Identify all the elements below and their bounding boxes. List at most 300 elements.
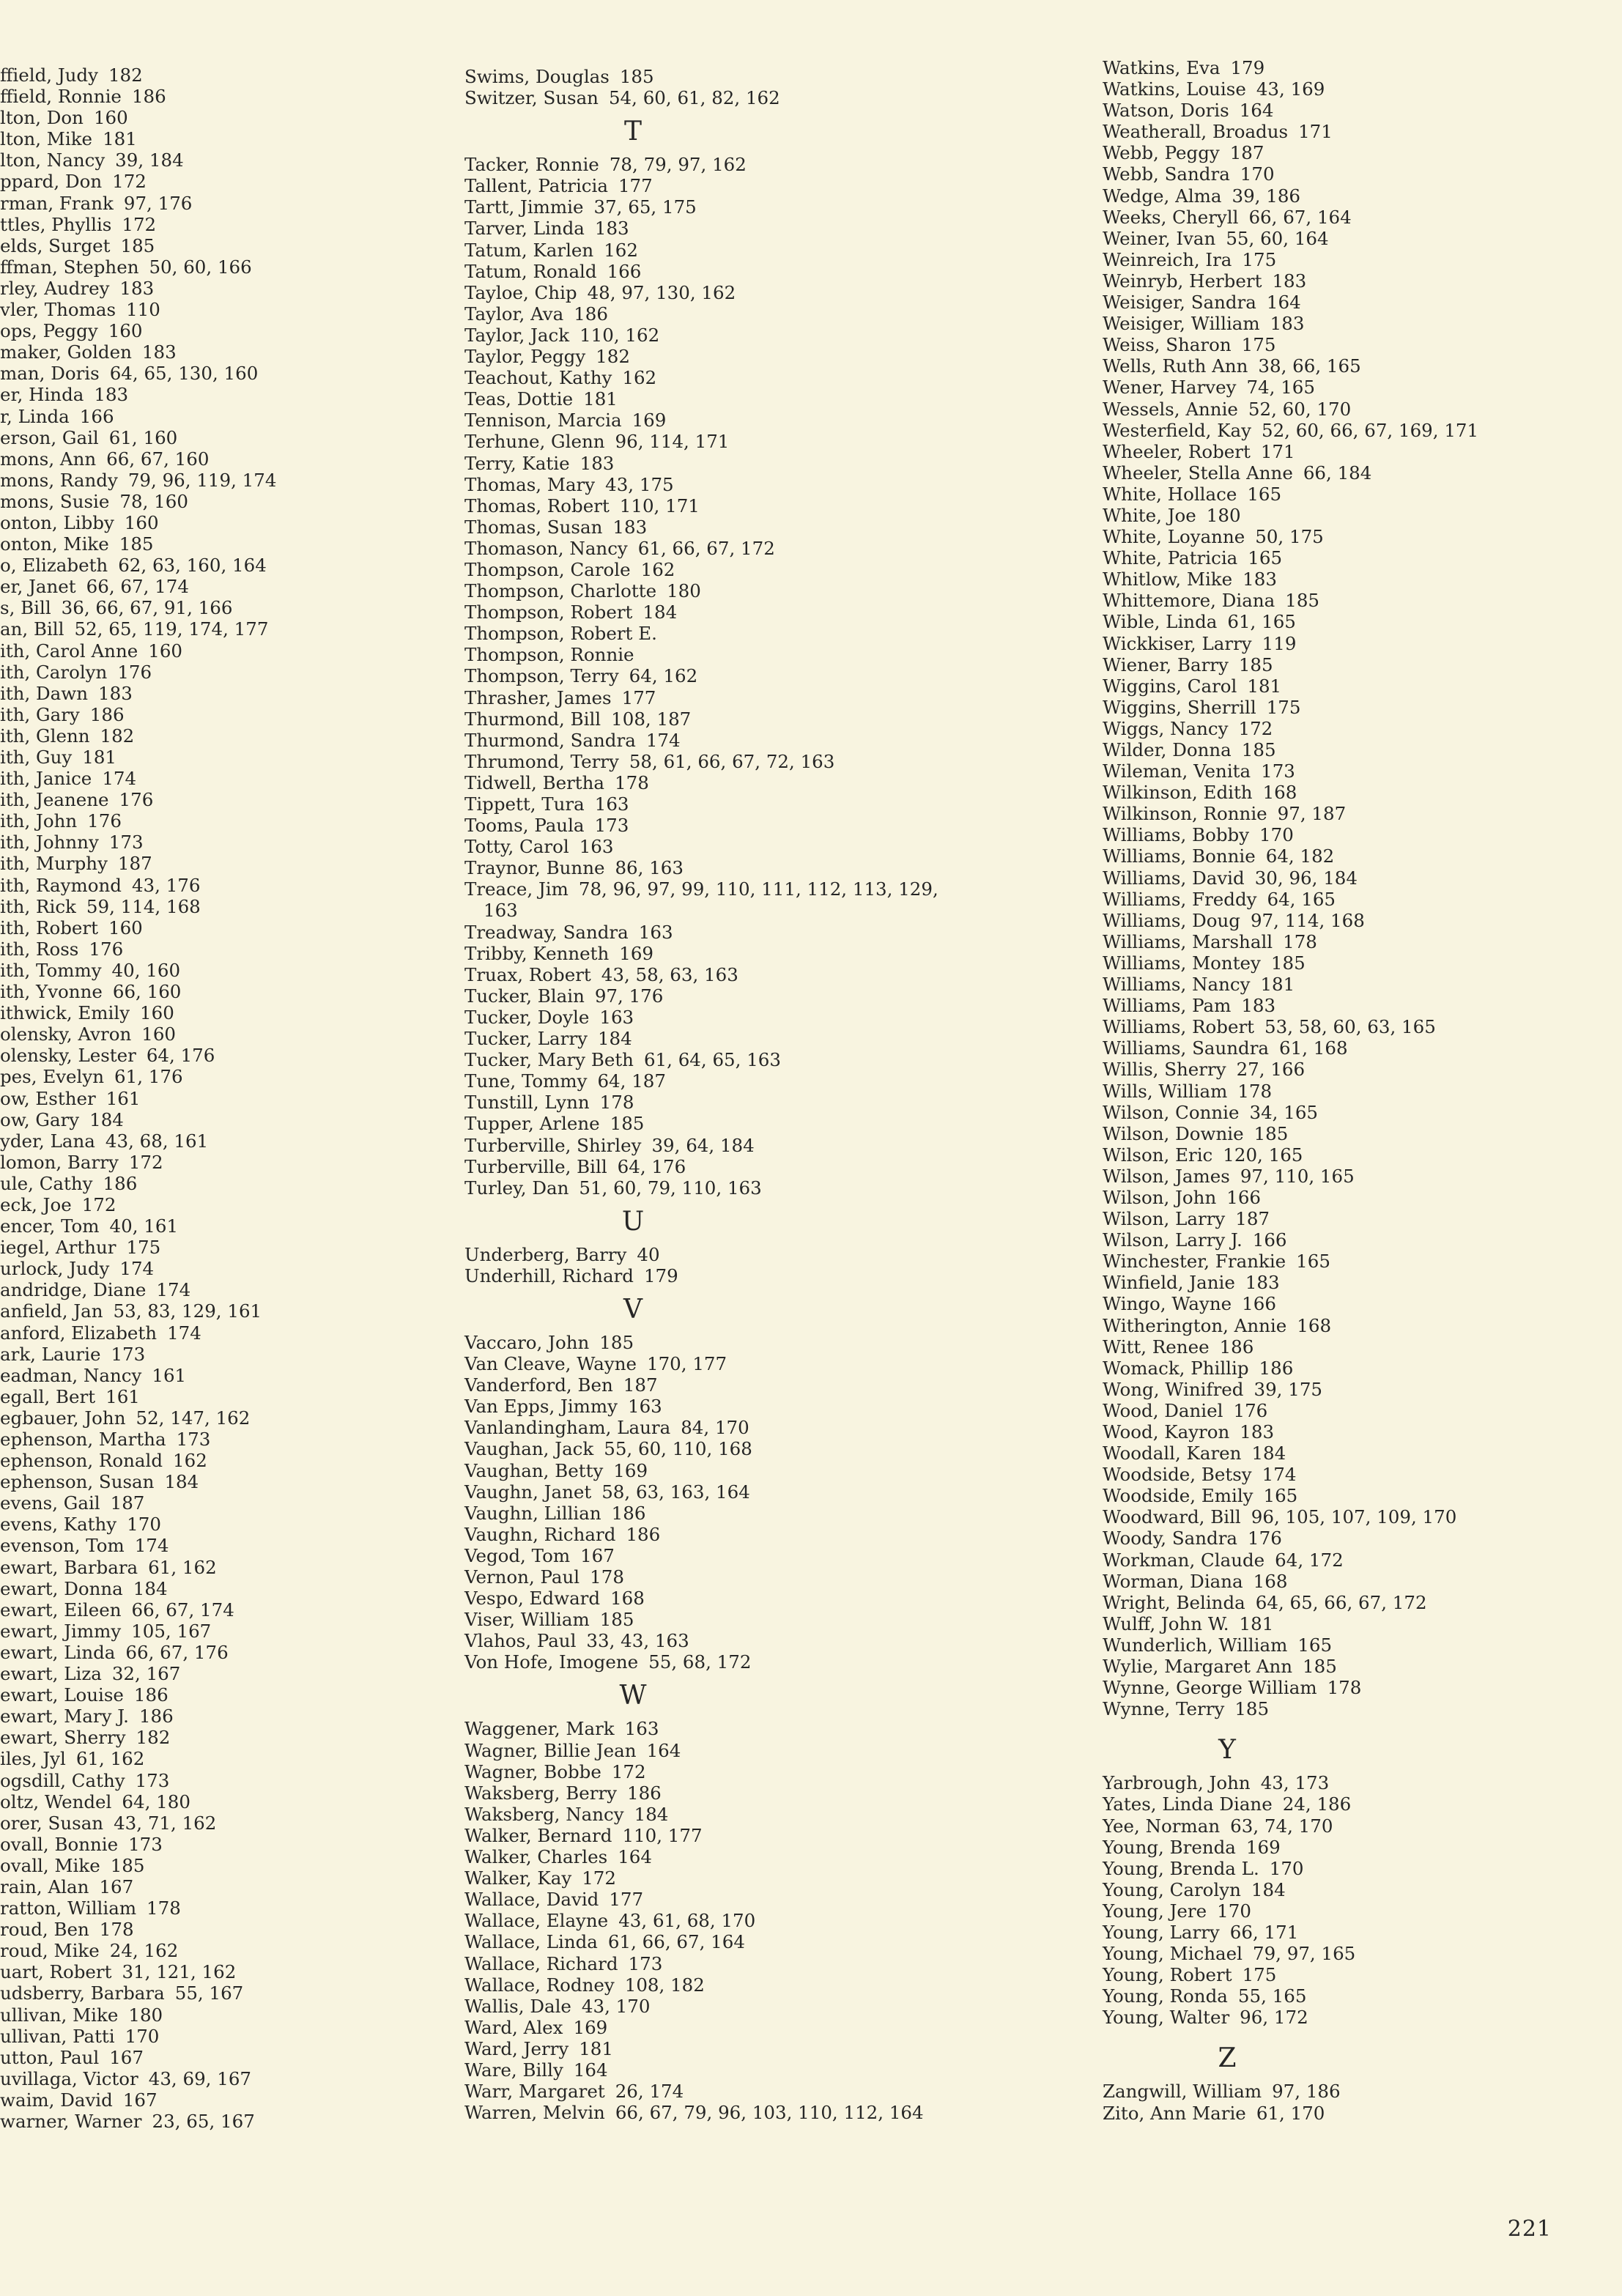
entry-pages: 178: [599, 1092, 634, 1114]
entry-pages: 162: [622, 367, 657, 389]
entry-pages: 183: [1240, 1421, 1275, 1443]
entry-name: Vespo, Edward: [464, 1588, 601, 1610]
entry-name: Wedge, Alma: [1103, 185, 1222, 207]
index-entry: [464, 303, 977, 325]
index-entry: [1103, 1358, 1615, 1379]
entry-name: Willis, Sherry: [1103, 1059, 1226, 1081]
entry-name: Tidwell, Bertha: [464, 771, 605, 793]
entry-pages: 185: [1303, 1656, 1337, 1678]
entry-pages: 184: [642, 601, 678, 623]
index-entry: [0, 1258, 440, 1279]
index-entry: [0, 960, 440, 981]
index-entry: [0, 2111, 440, 2132]
index-entry: [464, 1503, 977, 1524]
entry-pages: 52, 60, 66, 67, 169, 171: [1262, 419, 1479, 441]
entry-pages: 39, 64, 184: [651, 1134, 755, 1156]
entry-pages: 185: [619, 66, 654, 87]
entry-pages: 168: [1262, 782, 1297, 804]
index-entry: [0, 768, 440, 789]
entry-name: Thomas, Susan: [464, 516, 603, 538]
index-entry: [0, 896, 440, 917]
index-entry: [1103, 270, 1615, 292]
index-entry: [464, 1374, 977, 1396]
entry-name: Thrasher, James: [464, 686, 612, 708]
index-entry: [1103, 228, 1615, 249]
entry-pages: 166: [1226, 1186, 1261, 1208]
entry-name: Woodside, Betsy: [1103, 1464, 1252, 1486]
index-entry: [1103, 1634, 1615, 1656]
entry-pages: 26, 174: [615, 2081, 684, 2103]
entry-name: lton, Nancy: [0, 149, 105, 171]
entry-pages: 43, 58, 63, 163: [601, 963, 738, 985]
entry-pages: 161: [105, 1385, 140, 1407]
index-entry: [464, 453, 977, 474]
entry-pages: 96, 172: [1240, 2007, 1308, 2029]
entry-name: ewart, Linda: [0, 1641, 116, 1663]
index-entry: [1103, 1379, 1615, 1400]
index-entry: [1103, 1506, 1615, 1527]
entry-pages: 178: [1237, 1080, 1273, 1102]
index-entry: [0, 1215, 440, 1237]
entry-pages: 174: [167, 1322, 201, 1344]
index-entry: [1103, 1336, 1615, 1358]
index-entry: [1103, 2103, 1615, 2124]
entry-name: ovall, Bonnie: [0, 1833, 119, 1855]
index-entry: [0, 662, 440, 683]
index-entry: [1103, 441, 1615, 462]
entry-name: olensky, Lester: [0, 1045, 136, 1067]
entry-name: Thompson, Charlotte: [464, 580, 657, 602]
index-entry: [464, 1910, 977, 1931]
index-entry: [0, 1450, 440, 1471]
entry-name: Thompson, Carole: [464, 558, 631, 580]
entry-name: Viser, William: [464, 1609, 590, 1631]
entry-pages: 86, 163: [615, 857, 684, 879]
entry-name: ow, Esther: [0, 1087, 96, 1109]
index-entry: [1103, 1858, 1615, 1879]
entry-name: Thompson, Terry: [464, 665, 619, 687]
entry-name: Walker, Bernard: [464, 1824, 612, 1846]
entry-pages: 174: [134, 1535, 169, 1557]
index-entry: [464, 325, 977, 346]
index-entry: [0, 533, 440, 555]
entry-name: Wallace, Elayne: [464, 1910, 609, 1932]
index-entry: [1103, 547, 1615, 569]
entry-name: ith, Jeanene: [0, 789, 109, 811]
index-entry: [1103, 1677, 1615, 1698]
entry-pages: 186: [611, 1502, 646, 1524]
entry-name: Watkins, Louise: [1103, 78, 1246, 100]
entry-pages: 58, 61, 66, 67, 72, 163: [629, 750, 835, 772]
index-entry: [0, 363, 440, 384]
index-entry: [464, 1761, 977, 1782]
entry-pages: 43, 176: [131, 874, 201, 896]
entry-name: ffield, Ronnie: [0, 86, 122, 108]
entry-pages: 31, 121, 162: [122, 1961, 237, 1983]
entry-name: Vernon, Paul: [464, 1566, 580, 1588]
entry-pages: 186: [89, 703, 125, 725]
entry-pages: 174: [119, 1258, 155, 1280]
entry-pages: 166: [1242, 1293, 1276, 1315]
entry-name: ithwick, Emily: [0, 1002, 130, 1024]
entry-pages: 160: [148, 640, 182, 662]
entry-pages: 173: [108, 832, 144, 853]
entry-name: Vlahos, Paul: [464, 1630, 577, 1652]
entry-name: Wilson, Eric: [1103, 1144, 1213, 1166]
entry-name: Weisiger, Sandra: [1103, 292, 1256, 314]
index-entry: [1103, 1464, 1615, 1485]
entry-name: Tribby, Kenneth: [464, 942, 610, 964]
entry-pages: 55, 60, 164: [1226, 227, 1329, 249]
index-entry: [464, 2102, 977, 2123]
entry-pages: 61, 170: [1256, 2102, 1325, 2124]
index-entry: [1103, 718, 1615, 739]
entry-pages: 64, 65, 130, 160: [109, 363, 259, 385]
entry-pages: 173: [628, 1952, 663, 1974]
entry-pages: 97, 176: [123, 192, 193, 214]
entry-name: Van Epps, Jimmy: [464, 1396, 618, 1418]
entry-name: Young, Brenda: [1103, 1836, 1236, 1858]
entry-name: Yee, Norman: [1103, 1815, 1221, 1837]
index-entry: [1103, 1943, 1615, 1964]
entry-name: Von Hofe, Imogene: [464, 1651, 639, 1673]
entry-name: encer, Tom: [0, 1215, 100, 1237]
entry-pages: 64, 176: [146, 1045, 215, 1067]
entry-pages: 167: [122, 2089, 158, 2111]
index-entry: [464, 2038, 977, 2059]
entry-pages: 53, 58, 60, 63, 165: [1264, 1016, 1436, 1038]
entry-name: Webb, Peggy: [1103, 142, 1220, 164]
entry-name: Thomas, Robert: [464, 495, 610, 516]
entry-name: ewart, Louise: [0, 1684, 124, 1706]
entry-pages: 79, 96, 119, 174: [127, 469, 277, 491]
entry-name: Wulff, John W.: [1103, 1612, 1229, 1634]
entry-pages: 178: [1283, 930, 1317, 952]
index-entry: [464, 1867, 977, 1889]
entry-name: egall, Bert: [0, 1385, 96, 1407]
index-entry: [464, 1028, 977, 1049]
entry-pages: 167: [99, 1875, 134, 1897]
entry-pages: 43, 71, 162: [114, 1812, 217, 1834]
index-entry: [464, 922, 977, 943]
entry-name: Vaughn, Lillian: [464, 1502, 601, 1524]
entry-pages: 66, 67, 79, 96, 103, 110, 112, 164: [615, 2102, 924, 2124]
entry-name: ith, Guy: [0, 747, 73, 768]
entry-name: Wiggins, Carol: [1103, 675, 1237, 697]
index-entry: [1103, 334, 1615, 355]
index-entry: [1103, 121, 1615, 142]
entry-pages: 172: [582, 1867, 616, 1889]
entry-name: Wiggs, Nancy: [1103, 717, 1229, 739]
entry-name: yder, Lana: [0, 1130, 95, 1152]
entry-pages: 174: [102, 768, 137, 790]
entry-pages: 30, 96, 184: [1254, 867, 1358, 889]
entry-pages: 168: [1297, 1314, 1332, 1336]
index-entry: [1103, 185, 1615, 207]
entry-name: lton, Don: [0, 107, 84, 129]
index-entry: [1103, 1485, 1615, 1506]
entry-name: Williams, Doug: [1103, 909, 1240, 931]
index-entry: [1103, 57, 1615, 78]
index-entry: [1103, 292, 1615, 313]
entry-name: Woody, Sandra: [1103, 1527, 1238, 1549]
index-entry: [0, 555, 440, 576]
entry-name: ith, Yvonne: [0, 981, 103, 1003]
entry-pages: 170: [125, 2025, 160, 2047]
entry-name: Webb, Sandra: [1103, 163, 1230, 185]
entry-pages: 160: [140, 1002, 174, 1024]
entry-name: Wagner, Bobbe: [464, 1760, 601, 1782]
index-entry: [0, 1344, 440, 1365]
entry-name: Tune, Tommy: [464, 1070, 588, 1092]
index-entry: [0, 1770, 440, 1791]
index-entry: [1103, 100, 1615, 121]
entry-name: Vaughan, Jack: [464, 1438, 594, 1460]
entry-name: Tupper, Arlene: [464, 1113, 600, 1135]
entry-pages: 55, 60, 110, 168: [604, 1438, 752, 1460]
entry-pages: 166: [1252, 1229, 1287, 1251]
index-entry: [1103, 1656, 1615, 1677]
entry-name: eadman, Nancy: [0, 1364, 142, 1386]
index-entry: [464, 87, 977, 108]
entry-name: Watson, Doris: [1103, 100, 1229, 122]
index-entry: [464, 1524, 977, 1545]
entry-pages: 185: [1270, 952, 1306, 974]
index-entry: [1103, 824, 1615, 845]
entry-pages: 61, 66, 67, 172: [637, 537, 775, 559]
entry-pages: 39, 175: [1253, 1378, 1322, 1400]
entry-pages: 55, 165: [1237, 1985, 1307, 2007]
entry-pages: 165: [1263, 1485, 1298, 1507]
index-entry: [0, 128, 440, 149]
entry-name: Whittemore, Diana: [1103, 590, 1275, 612]
index-entry: [1103, 1123, 1615, 1144]
entry-name: egbauer, John: [0, 1407, 126, 1429]
index-entry: [0, 938, 440, 960]
entry-name: Tooms, Paula: [464, 815, 585, 837]
index-entry: [464, 431, 977, 452]
index-entry: [1103, 867, 1615, 889]
entry-name: Vanderford, Ben: [464, 1374, 613, 1396]
index-entry: [0, 917, 440, 938]
entry-name: Wilkinson, Ronnie: [1103, 803, 1267, 825]
entry-name: Underhill, Richard: [464, 1264, 634, 1286]
entry-pages: 184: [133, 1577, 168, 1599]
index-entry: [1103, 1964, 1615, 1985]
entry-name: Worman, Diana: [1103, 1570, 1243, 1592]
index-entry: [1103, 1037, 1615, 1059]
entry-name: Tucker, Doyle: [464, 1006, 590, 1028]
entry-pages: 172: [122, 213, 157, 235]
index-entry: [1103, 420, 1615, 441]
index-entry: [464, 516, 977, 538]
index-entry: [464, 1804, 977, 1825]
entry-pages: 43, 173: [1260, 1772, 1330, 1794]
section-letter-v: V: [623, 1294, 642, 1325]
entry-name: Weisiger, William: [1103, 313, 1260, 335]
entry-name: ow, Gary: [0, 1108, 80, 1130]
entry-name: White, Loyanne: [1103, 526, 1245, 548]
entry-name: Wingo, Wayne: [1103, 1293, 1232, 1315]
entry-name: Wilson, Larry J.: [1103, 1229, 1243, 1251]
entry-pages: 171: [1298, 121, 1333, 143]
entry-name: Thompson, Robert: [464, 601, 633, 623]
index-entry: [464, 1113, 977, 1134]
entry-name: Wickkiser, Larry: [1103, 632, 1252, 654]
entry-pages: 168: [1253, 1570, 1288, 1592]
index-entry: [464, 367, 977, 388]
entry-name: mons, Susie: [0, 490, 110, 512]
entry-pages: 78, 160: [119, 490, 188, 512]
entry-pages: 186: [1259, 1357, 1294, 1379]
entry-name: Vaccaro, John: [464, 1331, 590, 1353]
entry-name: Traynor, Bunne: [464, 857, 605, 879]
index-entry: [0, 107, 440, 128]
index-entry: [1103, 1985, 1615, 2007]
index-entry: [0, 1471, 440, 1492]
entry-pages: 181: [579, 2037, 613, 2059]
entry-pages: 185: [1241, 739, 1276, 760]
index-entry: [464, 665, 977, 686]
index-entry: [0, 789, 440, 810]
entry-name: ffman, Stephen: [0, 256, 139, 278]
entry-pages: 173: [135, 1769, 170, 1791]
index-entry: [464, 1740, 977, 1761]
index-entry: [464, 1135, 977, 1156]
entry-name: Young, Larry: [1103, 1921, 1220, 1943]
entry-name: pes, Evelyn: [0, 1066, 105, 1088]
entry-name: Yates, Linda Diane: [1103, 1793, 1273, 1815]
section-letter-z: Z: [1218, 2043, 1237, 2074]
entry-name: Young, Carolyn: [1103, 1878, 1241, 1900]
index-entry: [1103, 505, 1615, 526]
entry-name: o, Elizabeth: [0, 555, 108, 577]
entry-name: ullivan, Patti: [0, 2025, 115, 2047]
entry-name: Wilson, John: [1103, 1186, 1217, 1208]
entry-name: Womack, Phillip: [1103, 1357, 1249, 1379]
index-entry: [464, 2017, 977, 2038]
entry-pages: 187: [1229, 142, 1264, 164]
entry-pages: 64, 182: [1265, 845, 1335, 867]
entry-pages: 173: [594, 815, 629, 837]
entry-pages: 61, 162: [148, 1556, 217, 1578]
entry-name: Terhune, Glenn: [464, 431, 605, 453]
index-entry: [0, 1791, 440, 1812]
entry-pages: 184: [164, 1471, 199, 1493]
entry-pages: 53, 83, 129, 161: [113, 1300, 262, 1322]
section-letter-t: T: [623, 116, 642, 147]
entry-name: ith, Murphy: [0, 853, 108, 875]
entry-name: Winchester, Frankie: [1103, 1251, 1286, 1273]
entry-pages: 178: [615, 771, 649, 793]
entry-pages: 52, 147, 162: [136, 1407, 251, 1429]
entry-name: ith, Carolyn: [0, 661, 108, 683]
index-entry: [1103, 1793, 1615, 1815]
index-entry: [1103, 697, 1615, 718]
entry-pages: 173: [1261, 760, 1295, 782]
entry-name: Woodside, Emily: [1103, 1485, 1253, 1507]
entry-name: Waggener, Mark: [464, 1718, 615, 1740]
entry-name: ith, Carol Anne: [0, 640, 138, 662]
entry-pages: 173: [111, 1343, 146, 1365]
entry-pages: 105, 167: [131, 1620, 212, 1642]
entry-pages: 55, 167: [174, 1982, 244, 2004]
index-entry: [464, 708, 977, 730]
entry-pages: 173: [128, 1833, 163, 1855]
entry-pages: 110, 171: [619, 495, 700, 516]
entry-pages: 165: [1248, 547, 1283, 569]
index-entry: [464, 836, 977, 857]
entry-name: Wessels, Annie: [1103, 398, 1238, 420]
entry-pages: 164: [646, 1739, 681, 1761]
entry-name: Weatherall, Broadus: [1103, 121, 1289, 143]
entry-pages: 39, 186: [1232, 185, 1301, 207]
entry-name: Woodall, Karen: [1103, 1443, 1242, 1464]
entry-name: elds, Surget: [0, 234, 111, 256]
entry-pages: 185: [599, 1331, 634, 1353]
entry-pages: 170, 177: [647, 1353, 727, 1375]
index-entry: [0, 683, 440, 704]
entry-name: Williams, David: [1103, 867, 1245, 889]
entry-name: Tatum, Karlen: [464, 239, 594, 261]
index-entry: [0, 299, 440, 320]
index-entry: [0, 1492, 440, 1514]
entry-pages: 61, 176: [114, 1066, 183, 1088]
entry-pages: 178: [99, 1919, 134, 1941]
entry-name: roud, Mike: [0, 1940, 100, 1962]
entry-pages: 163: [624, 1718, 659, 1740]
entry-name: Warr, Margaret: [464, 2081, 605, 2103]
index-entry: [0, 171, 440, 192]
entry-pages: 163: [599, 1006, 634, 1028]
entry-name: Swims, Douglas: [464, 66, 610, 87]
entry-pages: 97, 114, 168: [1250, 909, 1365, 931]
entry-pages: 43, 175: [605, 473, 674, 495]
index-entry: [0, 448, 440, 470]
entry-name: Yarbrough, John: [1103, 1772, 1251, 1794]
index-entry: [464, 1092, 977, 1113]
entry-pages: 187: [117, 853, 152, 875]
index-entry: [0, 1386, 440, 1407]
entry-pages: 183: [579, 452, 615, 474]
index-entry: [1103, 313, 1615, 334]
index-entry: [0, 491, 440, 512]
entry-pages: 61, 66, 67, 164: [607, 1931, 745, 1953]
entry-name: ewart, Donna: [0, 1577, 123, 1599]
index-entry: [464, 1953, 977, 1974]
entry-pages: 178: [147, 1897, 181, 1919]
index-entry: [1103, 163, 1615, 185]
entry-name: Taylor, Ava: [464, 303, 564, 325]
entry-pages: 183: [594, 218, 629, 240]
entry-pages: 187: [1235, 1208, 1270, 1230]
entry-name: Williams, Bobby: [1103, 824, 1250, 846]
entry-pages: 166: [607, 260, 642, 282]
index-entry: [0, 235, 440, 256]
index-entry: [464, 538, 977, 559]
entry-name: ephenson, Ronald: [0, 1450, 163, 1472]
entry-pages: 169: [613, 1459, 648, 1481]
entry-pages: 40, 161: [109, 1215, 179, 1237]
entry-pages: 170: [1217, 1900, 1251, 1922]
entry-name: evenson, Tom: [0, 1535, 125, 1557]
entry-name: Vaughn, Janet: [464, 1481, 592, 1503]
index-entry: [0, 1002, 440, 1023]
entry-pages: 185: [610, 1113, 645, 1135]
index-entry: [1103, 1815, 1615, 1837]
entry-pages: 61, 162: [75, 1748, 145, 1770]
entry-name: udsberry, Barbara: [0, 1982, 165, 2004]
